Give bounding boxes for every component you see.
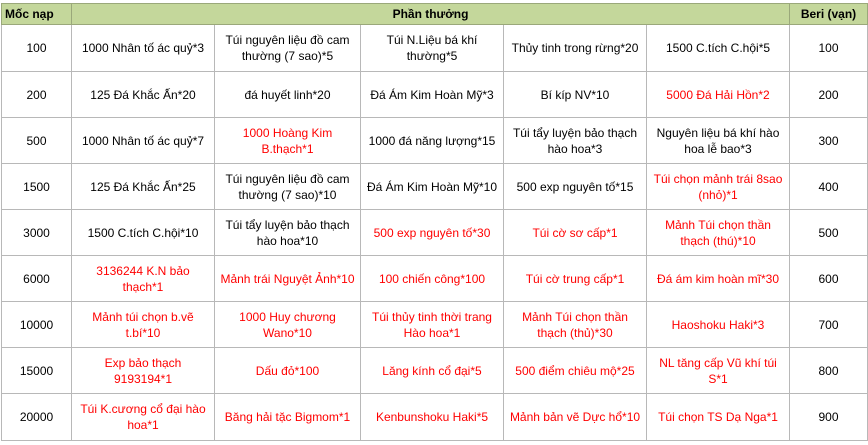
- reward-cell: Túi cờ sơ cấp*1: [504, 210, 647, 256]
- moc-nap-cell: 100: [2, 25, 72, 72]
- moc-nap-cell: 15000: [2, 348, 72, 394]
- beri-cell: 900: [790, 394, 868, 441]
- reward-cell: 1000 Nhân tố ác quỷ*7: [72, 118, 215, 164]
- reward-cell: 500 exp nguyên tố*15: [504, 164, 647, 210]
- reward-cell: 125 Đá Khắc Ấn*25: [72, 164, 215, 210]
- reward-cell: 1000 Huy chương Wano*10: [215, 302, 361, 348]
- reward-cell: 125 Đá Khắc Ấn*20: [72, 72, 215, 118]
- reward-cell: Mảnh bản vẽ Dực hổ*10: [504, 394, 647, 441]
- moc-nap-cell: 10000: [2, 302, 72, 348]
- reward-cell: Bí kíp NV*10: [504, 72, 647, 118]
- reward-cell: 500 exp nguyên tố*30: [361, 210, 504, 256]
- moc-nap-cell: 20000: [2, 394, 72, 441]
- reward-cell: Exp bảo thạch 9193194*1: [72, 348, 215, 394]
- moc-nap-cell: 500: [2, 118, 72, 164]
- beri-cell: 400: [790, 164, 868, 210]
- reward-cell: 1000 Hoàng Kim B.thạch*1: [215, 118, 361, 164]
- header-moc-nap: Mốc nạp: [2, 4, 72, 25]
- reward-cell: 100 chiến công*100: [361, 256, 504, 302]
- reward-cell: Túi K.cương cổ đại hào hoa*1: [72, 394, 215, 441]
- table-row: [2, 72, 868, 118]
- reward-cell: Đá Ám Kim Hoàn Mỹ*10: [361, 164, 504, 210]
- reward-cell: Túi cờ trung cấp*1: [504, 256, 647, 302]
- reward-table: [1, 3, 868, 441]
- moc-nap-cell: 200: [2, 72, 72, 118]
- beri-cell: 500: [790, 210, 868, 256]
- reward-cell: Băng hải tặc Bigmom*1: [215, 394, 361, 441]
- reward-cell: 3136244 K.N bảo thạch*1: [72, 256, 215, 302]
- table-row: [2, 25, 868, 72]
- reward-cell: Haoshoku Haki*3: [647, 302, 790, 348]
- reward-cell: Nguyên liệu bá khí hào hoa lễ bao*3: [647, 118, 790, 164]
- reward-cell: 500 điểm chiêu mộ*25: [504, 348, 647, 394]
- reward-cell: Túi tẩy luyện bảo thạch hào hoa*10: [215, 210, 361, 256]
- reward-cell: Kenbunshoku Haki*5: [361, 394, 504, 441]
- reward-cell: Mảnh túi chọn b.vẽ t.bí*10: [72, 302, 215, 348]
- beri-cell: 600: [790, 256, 868, 302]
- table-row: [2, 394, 868, 441]
- reward-cell: Túi nguyên liệu đồ cam thường (7 sao)*5: [215, 25, 361, 72]
- reward-cell: Túi thủy tinh thời trang Hào hoa*1: [361, 302, 504, 348]
- beri-cell: 800: [790, 348, 868, 394]
- header-row: [2, 4, 868, 25]
- reward-cell: đá huyết linh*20: [215, 72, 361, 118]
- reward-cell: 1500 C.tích C.hội*5: [647, 25, 790, 72]
- reward-cell: Đá ám kim hoàn mĩ*30: [647, 256, 790, 302]
- reward-cell: 1500 C.tích C.hội*10: [72, 210, 215, 256]
- table-row: [2, 302, 868, 348]
- table-row: [2, 348, 868, 394]
- table-row: [2, 118, 868, 164]
- moc-nap-cell: 6000: [2, 256, 72, 302]
- reward-cell: Túi tẩy luyện bảo thạch hào hoa*3: [504, 118, 647, 164]
- moc-nap-cell: 1500: [2, 164, 72, 210]
- reward-cell: Đá Ám Kim Hoàn Mỹ*3: [361, 72, 504, 118]
- table-row: [2, 210, 868, 256]
- reward-cell: Dấu đỏ*100: [215, 348, 361, 394]
- beri-cell: 300: [790, 118, 868, 164]
- moc-nap-cell: 3000: [2, 210, 72, 256]
- reward-cell: Lăng kính cổ đại*5: [361, 348, 504, 394]
- reward-cell: Mảnh Túi chọn thần thạch (thú)*10: [647, 210, 790, 256]
- reward-cell: 1000 Nhân tố ác quỷ*3: [72, 25, 215, 72]
- reward-cell: Túi chọn mảnh trái 8sao (nhỏ)*1: [647, 164, 790, 210]
- reward-cell: Thủy tinh trong rừng*20: [504, 25, 647, 72]
- header-phan-thuong: Phần thưởng: [72, 4, 790, 25]
- reward-cell: Mảnh trái Nguyệt Ảnh*10: [215, 256, 361, 302]
- beri-cell: 100: [790, 25, 868, 72]
- reward-cell: 1000 đá năng lượng*15: [361, 118, 504, 164]
- reward-cell: Mảnh Túi chọn thần thạch (thủ)*30: [504, 302, 647, 348]
- reward-cell: 5000 Đá Hải Hồn*2: [647, 72, 790, 118]
- reward-cell: Túi chọn TS Dạ Nga*1: [647, 394, 790, 441]
- table-body: [2, 25, 868, 441]
- beri-cell: 200: [790, 72, 868, 118]
- beri-cell: 700: [790, 302, 868, 348]
- header-beri: Beri (vạn): [790, 4, 868, 25]
- reward-cell: NL tăng cấp Vũ khí túi S*1: [647, 348, 790, 394]
- reward-cell: Túi nguyên liệu đồ cam thường (7 sao)*10: [215, 164, 361, 210]
- table-row: [2, 256, 868, 302]
- table-row: [2, 164, 868, 210]
- reward-cell: Túi N.Liệu bá khí thường*5: [361, 25, 504, 72]
